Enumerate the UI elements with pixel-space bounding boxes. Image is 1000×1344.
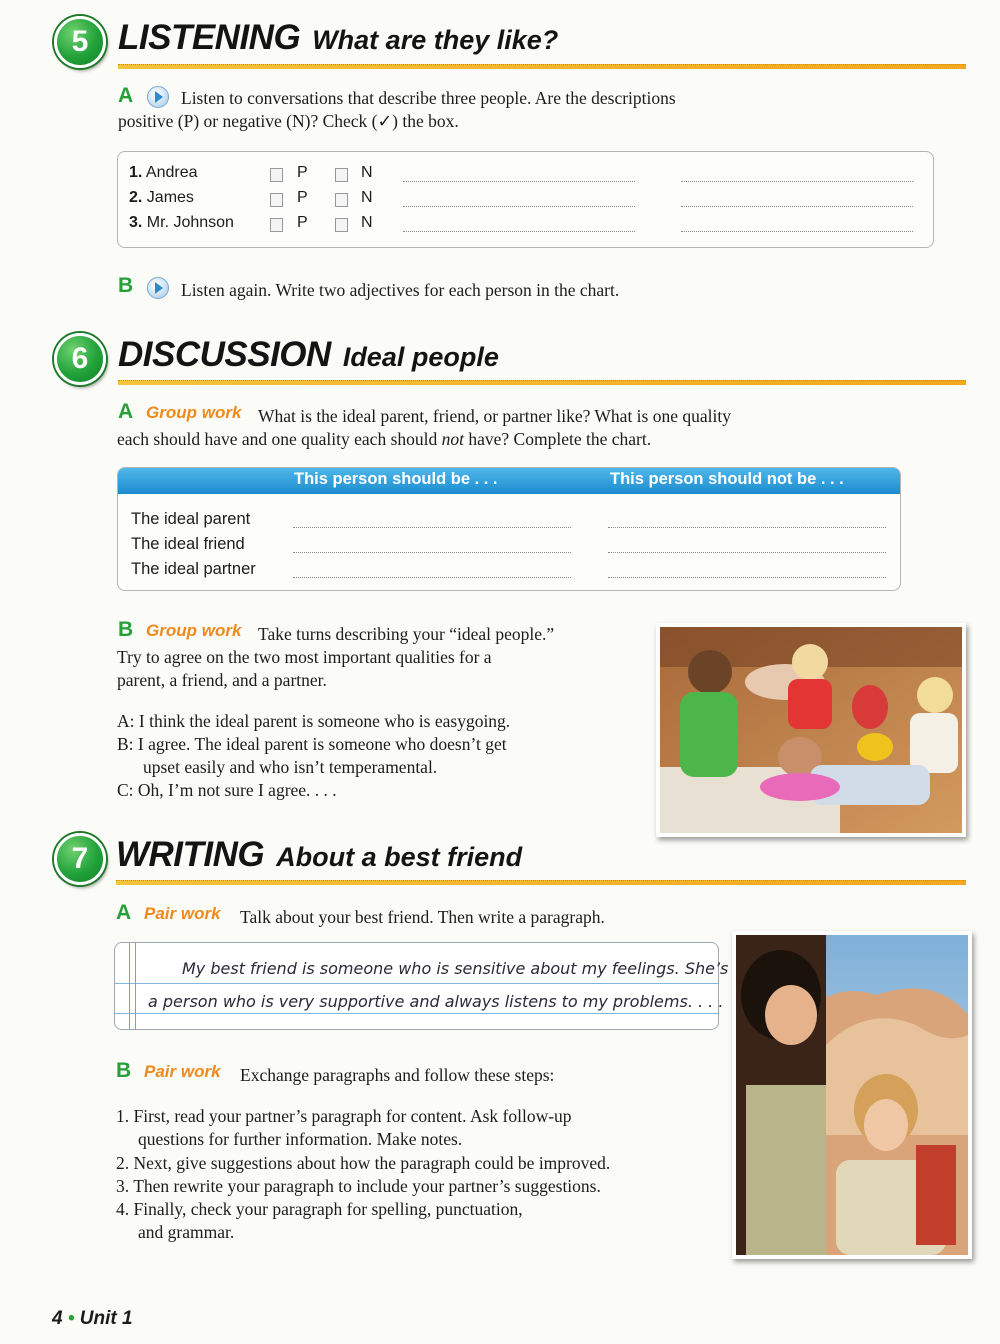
activity-label: Group work <box>146 621 242 640</box>
step-number: 4. <box>116 1199 130 1219</box>
part-letter: A <box>116 901 132 924</box>
speaker-label: B: <box>117 734 134 754</box>
checkbox-label: N <box>361 164 373 181</box>
section-number-badge: 7 <box>54 833 106 885</box>
row-number: 2. <box>129 189 143 206</box>
step-item <box>116 1175 601 1198</box>
dialog-line <box>117 779 337 802</box>
negative-checkbox[interactable] <box>335 218 348 232</box>
answer-line[interactable] <box>403 231 635 232</box>
step-text: Then rewrite your paragraph to include your partner’s suggestions. <box>133 1176 601 1196</box>
listening-chart <box>117 151 934 248</box>
part-letter: B <box>118 618 134 641</box>
instruction-text: Exchange paragraphs and follow these steps: <box>240 1065 555 1085</box>
row-number: 1. <box>129 164 143 181</box>
instruction-text: What is the ideal parent, friend, or partner like? What is one quality <box>258 406 731 426</box>
answer-line[interactable] <box>681 181 913 182</box>
speaker-label: C: <box>117 780 134 800</box>
activity-label: Pair work <box>144 1062 221 1081</box>
column-header: This person should be . . . <box>294 470 498 488</box>
section-subheading: Ideal people <box>342 342 499 372</box>
answer-line[interactable] <box>293 527 571 528</box>
audio-play-icon[interactable] <box>147 86 169 108</box>
step-item <box>116 1152 610 1175</box>
step-item <box>116 1105 572 1128</box>
checkbox-label: P <box>297 189 308 206</box>
section-number-badge: 5 <box>54 16 106 68</box>
notebook-line <box>115 983 718 984</box>
step-number: 2. <box>116 1153 130 1173</box>
person-name: Mr. Johnson <box>146 214 234 231</box>
footer-bullet: • <box>67 1308 75 1329</box>
answer-line[interactable] <box>293 577 571 578</box>
step-continuation: questions for further information. Make notes. <box>138 1129 463 1149</box>
notebook-margin <box>135 943 136 1029</box>
section-heading: WRITING <box>116 835 265 874</box>
section-title <box>118 335 499 375</box>
person-name: Andrea <box>145 164 198 181</box>
dialog-continuation: upset easily and who isn’t temperamental. <box>143 757 438 777</box>
dialog-line <box>117 733 507 756</box>
instruction-text: Take turns describing your “ideal people.” <box>258 624 555 644</box>
answer-line[interactable] <box>293 552 571 553</box>
emphasis-text: not <box>441 429 464 449</box>
answer-line[interactable] <box>608 527 886 528</box>
column-header: This person should not be . . . <box>610 470 844 488</box>
text-segment: have? Complete the chart. <box>464 429 652 449</box>
row-number: 3. <box>129 214 143 231</box>
page-number: 4 <box>52 1308 63 1329</box>
step-number: 1. <box>116 1106 130 1126</box>
step-text: First, read your partner’s paragraph for content. Ask follow-up <box>133 1106 572 1126</box>
chart-row-label <box>129 189 194 207</box>
family-photo <box>656 623 966 837</box>
section-title <box>118 18 558 58</box>
notebook-line <box>115 1013 718 1014</box>
chart-row-label: The ideal parent <box>131 510 251 528</box>
section-number-badge: 6 <box>54 333 106 385</box>
step-text: Finally, check your paragraph for spelling, punctuation, <box>133 1199 523 1219</box>
positive-checkbox[interactable] <box>270 218 283 232</box>
instruction-text: Listen again. Write two adjectives for each person in the chart. <box>181 280 620 300</box>
negative-checkbox[interactable] <box>335 193 348 207</box>
positive-checkbox[interactable] <box>270 168 283 182</box>
instruction-text: Try to agree on the two most important qualities for a <box>117 647 492 667</box>
section-divider <box>118 380 966 385</box>
step-continuation: and grammar. <box>138 1222 235 1242</box>
dialog-text: I think the ideal parent is someone who is easygoing. <box>138 711 511 731</box>
notebook-margin <box>129 943 130 1029</box>
answer-line[interactable] <box>403 206 635 207</box>
sample-text: My best friend is someone who is sensitive about my feelings. She’s <box>182 959 729 978</box>
friends-photo <box>732 931 972 1259</box>
activity-label: Pair work <box>144 904 221 923</box>
dialog-line <box>117 710 510 733</box>
positive-checkbox[interactable] <box>270 193 283 207</box>
checkbox-label: N <box>361 214 373 231</box>
section-divider <box>118 64 966 69</box>
sample-paragraph-notebook <box>114 942 719 1030</box>
section-heading: LISTENING <box>118 18 301 57</box>
answer-line[interactable] <box>681 231 913 232</box>
checkbox-label: P <box>297 164 308 181</box>
section-heading: DISCUSSION <box>118 335 331 374</box>
step-number: 3. <box>116 1176 130 1196</box>
dialog-text: Oh, I’m not sure I agree. . . . <box>137 780 337 800</box>
chart-row-label <box>129 164 198 182</box>
section-title <box>116 835 522 875</box>
page-footer <box>52 1308 133 1330</box>
activity-label: Group work <box>146 403 242 422</box>
instruction-text <box>117 428 651 451</box>
instruction-text: Listen to conversations that describe three people. Are the descriptions <box>181 88 676 108</box>
section-subheading: About a best friend <box>276 842 523 872</box>
answer-line[interactable] <box>608 577 886 578</box>
instruction-text: parent, a friend, and a partner. <box>117 670 327 690</box>
chart-row-label <box>129 214 234 232</box>
part-letter: A <box>118 400 134 423</box>
audio-play-icon[interactable] <box>147 277 169 299</box>
checkbox-label: P <box>297 214 308 231</box>
step-text: Next, give suggestions about how the paragraph could be improved. <box>133 1153 611 1173</box>
answer-line[interactable] <box>608 552 886 553</box>
text-segment: each should have and one quality each should <box>117 429 442 449</box>
part-letter: B <box>116 1059 132 1082</box>
step-item <box>116 1198 523 1221</box>
chart-row-label: The ideal partner <box>131 560 256 578</box>
sample-text: a person who is very supportive and always listens to my problems. . . . <box>148 992 724 1011</box>
speaker-label: A: <box>117 711 135 731</box>
answer-line[interactable] <box>681 206 913 207</box>
part-letter: A <box>118 84 134 107</box>
instruction-text: Talk about your best friend. Then write a paragraph. <box>240 907 605 927</box>
dialog-text: I agree. The ideal parent is someone who doesn’t get <box>137 734 507 754</box>
negative-checkbox[interactable] <box>335 168 348 182</box>
section-subheading: What are they like? <box>312 25 559 55</box>
section-divider <box>116 880 966 885</box>
chart-row-label: The ideal friend <box>131 535 245 553</box>
checkbox-label: N <box>361 189 373 206</box>
person-name: James <box>146 189 194 206</box>
unit-label: Unit 1 <box>79 1308 133 1329</box>
answer-line[interactable] <box>403 181 635 182</box>
instruction-text: positive (P) or negative (N)? Check (✓) the box. <box>118 111 459 131</box>
part-letter: B <box>118 274 134 297</box>
